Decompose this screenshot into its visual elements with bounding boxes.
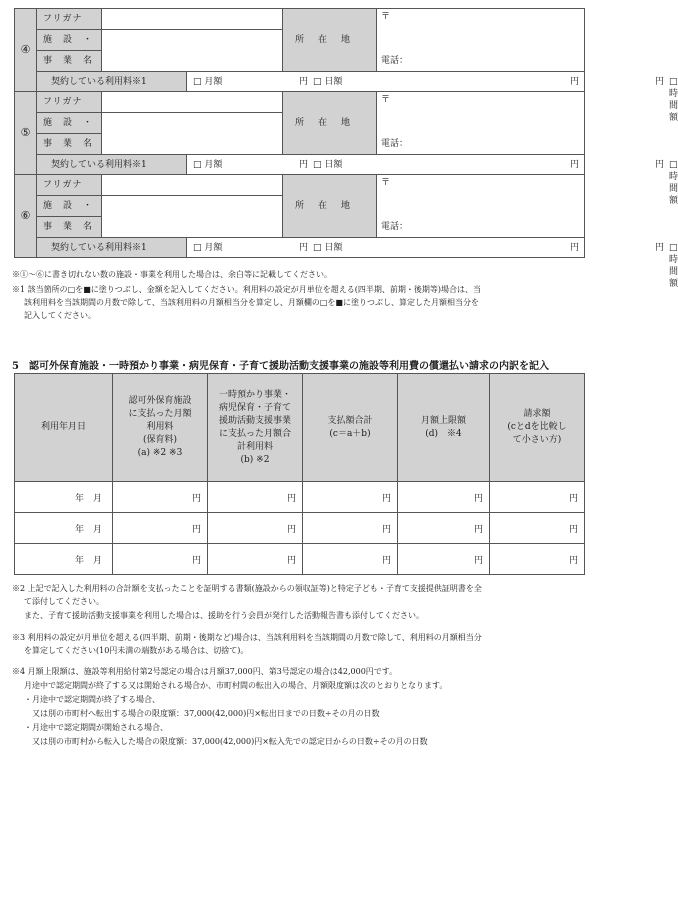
note-overflow: ※①～⑥に書き切れない数の施設・事業を利用した場合は、余白等に記載してください。 [12, 270, 332, 279]
header-claim-amount [490, 374, 585, 482]
hourly-checkbox[interactable]: □ 時間額 [669, 243, 678, 289]
daily-checkbox[interactable]: □ 日額 [313, 160, 343, 170]
cap-d-input[interactable]: 円 [398, 513, 490, 544]
facility-name-label-2: 事 業 名 [37, 217, 102, 238]
phone-label: 電話： [381, 139, 409, 149]
claim-input[interactable]: 円 [490, 544, 585, 575]
fee-label: 契約している利用料※1 [37, 72, 187, 92]
hourly-checkbox[interactable]: □ 時間額 [669, 160, 678, 206]
furigana-label: フリガナ [37, 92, 102, 113]
fee-b-input[interactable]: 円 [208, 513, 303, 544]
usage-month-input[interactable]: 年 月 [15, 482, 113, 513]
header-line: 請求額 [523, 409, 551, 419]
postal-mark: 〒 [381, 178, 391, 188]
note-4-line1: ※4 月額上限額は、施設等利用給付第2号認定の場合は月額37,000円、第3号認定の場合は42,000円です。 [12, 667, 398, 676]
furigana-input[interactable] [102, 9, 283, 30]
claim-row [15, 482, 585, 513]
fee-b-input[interactable]: 円 [208, 544, 303, 575]
usage-month-input[interactable]: 年 月 [15, 544, 113, 575]
note-2-line1: ※2 上記で記入した利用料の合計額を支払ったことを証明する書類(施設からの領収証等)と特定子ども・子育て支援提供証明書を全 [12, 584, 482, 593]
facility-name-input[interactable] [102, 196, 283, 238]
fee-options [187, 155, 585, 175]
monthly-checkbox[interactable]: □ 月額 [193, 243, 223, 253]
header-line: て小さい方) [512, 435, 562, 445]
location-label: 所在地 [283, 175, 377, 238]
section-5-title: 5 認可外保育施設・一時預かり事業・病児保育・子育て援助活動支援事業の施設等利用費の償還払い請求の内訳を記入 [12, 361, 549, 372]
header-unlicensed-fee [113, 374, 208, 482]
fee-a-input[interactable]: 円 [113, 544, 208, 575]
furigana-input[interactable] [102, 92, 283, 113]
location-input[interactable] [377, 9, 585, 72]
total-c-input[interactable]: 円 [303, 482, 398, 513]
fee-options [187, 72, 585, 92]
location-input[interactable] [377, 92, 585, 155]
header-monthly-cap [398, 374, 490, 482]
location-label: 所在地 [283, 9, 377, 72]
usage-month-input[interactable]: 年 月 [15, 513, 113, 544]
header-line: (b) ※2 [240, 454, 270, 465]
cap-d-input[interactable]: 円 [398, 482, 490, 513]
fee-label: 契約している利用料※1 [37, 238, 187, 258]
header-line: (保育料) [142, 435, 178, 445]
monthly-checkbox[interactable]: □ 月額 [193, 77, 223, 87]
furigana-input[interactable] [102, 175, 283, 196]
note-4-line3: ・月途中で認定期間が終了する場合、 [24, 695, 160, 704]
note-2-line2: て添付してください。 [24, 597, 104, 606]
fee-b-input[interactable]: 円 [208, 482, 303, 513]
monthly-yen: 円 [299, 77, 309, 87]
note-1-line1: ※1 該当箇所の□を■に塗りつぶし、金額を記入してください。利用料の設定が月単位を超える(四半期、前期・後期等)場合は、当 [12, 285, 481, 294]
header-line: 月額上限額 [420, 415, 466, 426]
facility-name-label-1: 施 設 ・ [37, 30, 102, 51]
daily-yen: 円 [655, 77, 665, 87]
header-line: 援助活動支援事業 [218, 415, 291, 426]
furigana-label: フリガナ [37, 175, 102, 196]
header-temporary-care-fee [208, 374, 303, 482]
monthly-checkbox[interactable]: □ 月額 [193, 160, 223, 170]
location-label: 所在地 [283, 92, 377, 155]
daily-checkbox[interactable]: □ 日額 [313, 77, 343, 87]
note-4-line2: 月途中で認定期間が終了する又は開始される場合か、市町村間の転出入の場合、月額限度額は次のとおりとなります。 [24, 681, 448, 690]
header-line: 支払額合計 [327, 415, 373, 426]
facility-name-label-1: 施 設 ・ [37, 196, 102, 217]
monthly-yen: 円 [299, 243, 309, 253]
facility-name-label-2: 事 業 名 [37, 134, 102, 155]
note-4-line4: 又は別の市町村へ転出する場合の限度額：37,000(42,000)円×転出日までの日数÷その月の日数 [32, 709, 380, 718]
note-4-line5: ・月途中で認定期間が開始される場合、 [24, 723, 168, 732]
facility-number: ⑤ [15, 92, 37, 175]
phone-label: 電話： [381, 222, 409, 232]
header-line: (c＝a＋b) [329, 428, 371, 439]
facility-name-label-1: 施 設 ・ [37, 113, 102, 134]
header-line: (d) ※4 [425, 428, 462, 439]
note-1-line2: 該利用料を当該期間の月数で除して、当該利用料の月額相当分を算定し、月額欄の□を■に塗りつぶし、算定した月額相当分を [24, 298, 479, 307]
facility-number: ⑥ [15, 175, 37, 258]
header-line: に支払った月額合 [218, 428, 291, 439]
cap-d-input[interactable]: 円 [398, 544, 490, 575]
total-c-input[interactable]: 円 [303, 513, 398, 544]
hourly-yen: 円 [569, 243, 579, 253]
daily-checkbox[interactable]: □ 日額 [313, 243, 343, 253]
daily-yen: 円 [655, 160, 665, 170]
claim-row [15, 544, 585, 575]
location-input[interactable] [377, 175, 585, 238]
total-c-input[interactable]: 円 [303, 544, 398, 575]
note-2-line3: また、子育て援助活動支援事業を利用した場合は、援助を行う会員が発行した活動報告書も添付してください。 [24, 611, 424, 620]
header-line: 利用料 [146, 422, 174, 432]
fee-label: 契約している利用料※1 [37, 155, 187, 175]
header-line: 計利用料 [236, 441, 273, 452]
header-total-paid [303, 374, 398, 482]
header-line: 病児保育・子育て [218, 402, 291, 413]
monthly-yen: 円 [299, 160, 309, 170]
note-4-line6: 又は別の市町村から転入した場合の限度額：37,000(42,000)円×転入先での認定日からの日数÷その月の日数 [32, 737, 428, 746]
hourly-checkbox[interactable]: □ 時間額 [669, 77, 678, 123]
furigana-label: フリガナ [37, 9, 102, 30]
header-line: 認可外保育施設 [128, 396, 192, 406]
facility-number: ④ [15, 9, 37, 92]
header-line: に支払った月額 [128, 409, 192, 419]
facility-name-input[interactable] [102, 30, 283, 72]
postal-mark: 〒 [381, 12, 391, 22]
hourly-yen: 円 [569, 160, 579, 170]
phone-label: 電話： [381, 56, 409, 66]
header-line: (a) ※2 ※3 [137, 448, 183, 458]
note-3-line1: ※3 利用料の設定が月単位を超える(四半期、前期・後期など)場合は、当該利用料を当該期間の月数で除して、利用料の月額相当分 [12, 633, 482, 642]
fee-a-input[interactable]: 円 [113, 482, 208, 513]
claim-row [15, 513, 585, 544]
claim-input[interactable]: 円 [490, 513, 585, 544]
header-line: (cとdを比較し [507, 422, 567, 432]
note-3-line2: を算定してください(10円未満の端数がある場合は、切捨て)。 [24, 646, 249, 655]
header-line: 一時預かり事業・ [218, 389, 291, 400]
postal-mark: 〒 [381, 95, 391, 105]
facility-name-label-2: 事 業 名 [37, 51, 102, 72]
facility-name-input[interactable] [102, 113, 283, 155]
note-1-line3: 記入してください。 [24, 311, 96, 320]
claim-input[interactable]: 円 [490, 482, 585, 513]
header-date: 利用年月日 [15, 374, 113, 482]
hourly-yen: 円 [569, 77, 579, 87]
fee-options [187, 238, 585, 258]
fee-a-input[interactable]: 円 [113, 513, 208, 544]
claim-table [14, 373, 585, 575]
daily-yen: 円 [655, 243, 665, 253]
